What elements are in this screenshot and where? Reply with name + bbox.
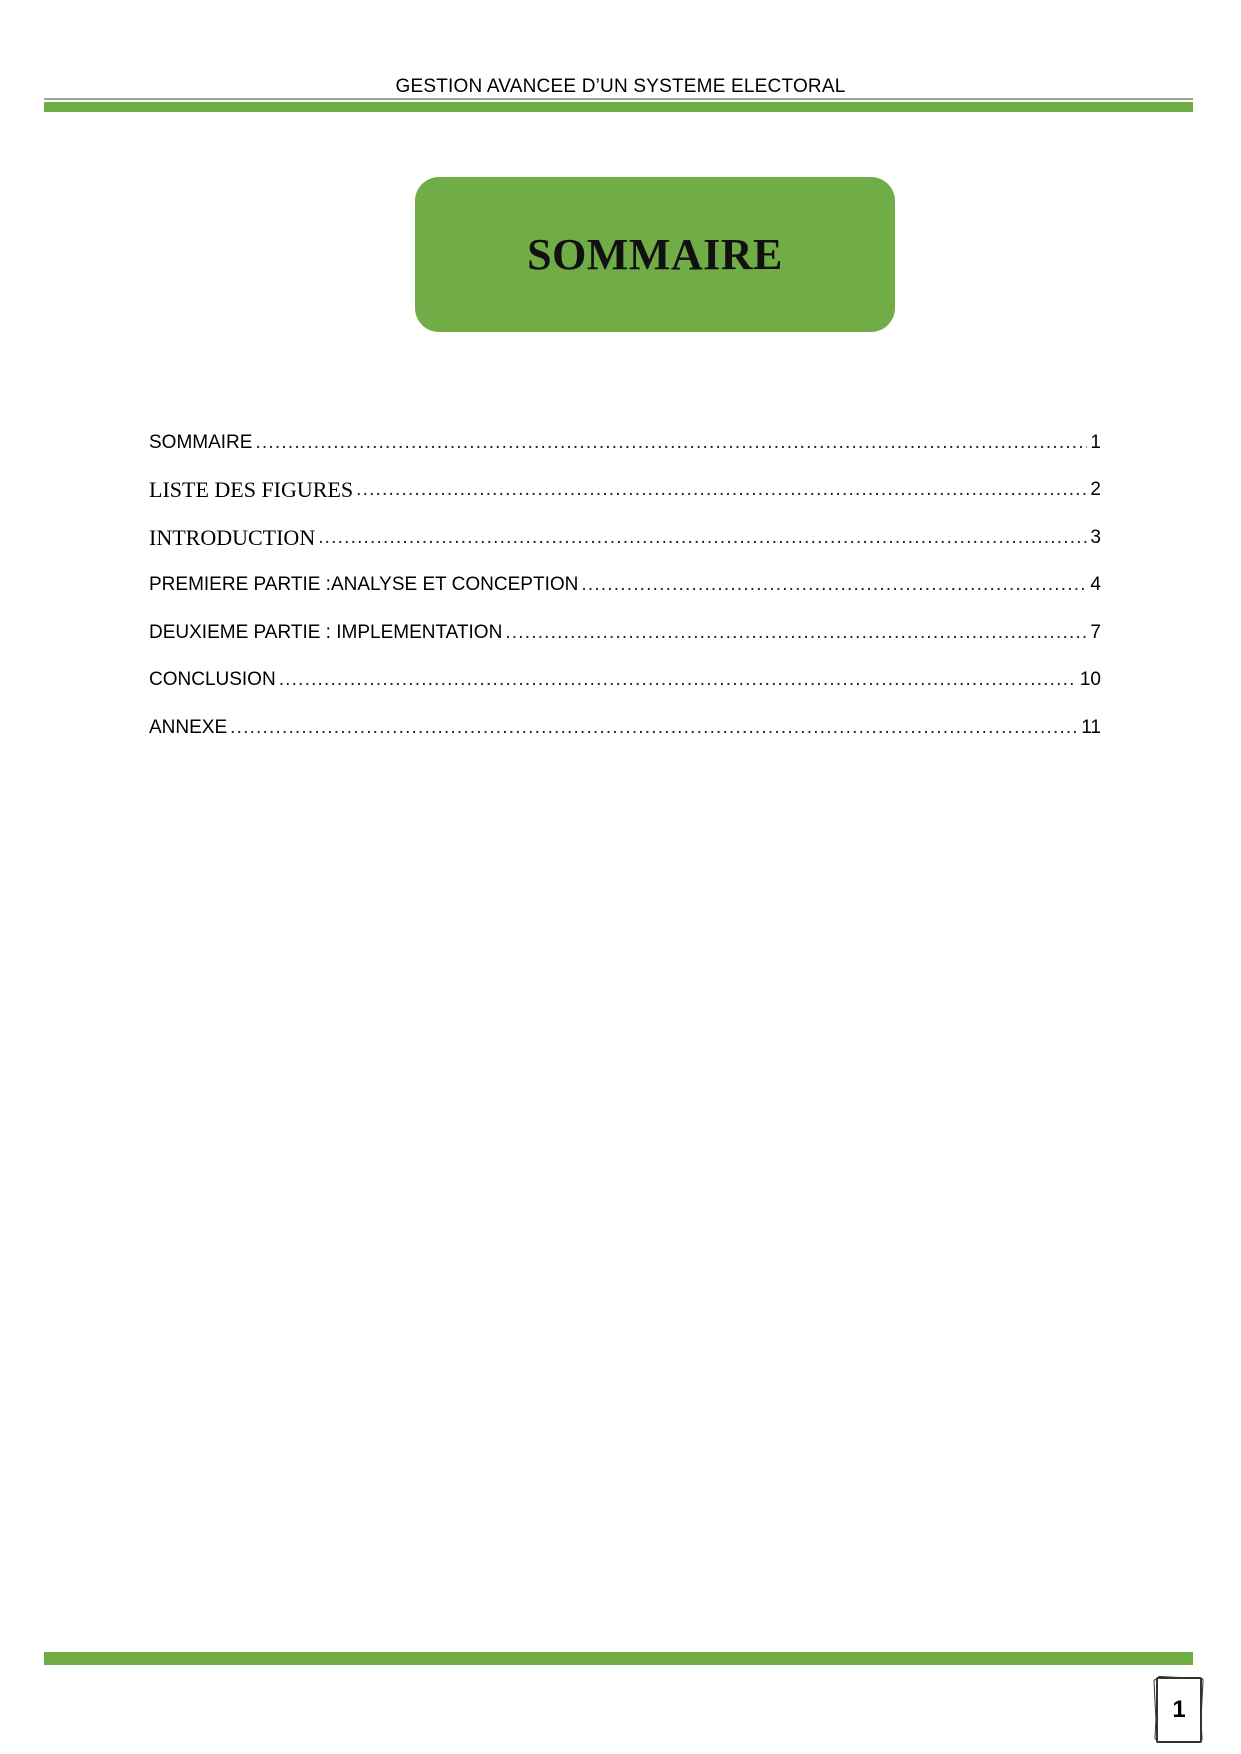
toc-entry-deuxieme-partie[interactable] — [149, 598, 1101, 646]
header-divider-band — [44, 102, 1193, 112]
toc-entry-label: INTRODUCTION — [149, 524, 316, 550]
toc-entry-label: CONCLUSION — [149, 669, 276, 690]
toc-dot-leader — [581, 572, 1087, 598]
running-header: GESTION AVANCEE D’UN SYSTEME ELECTORAL — [395, 76, 846, 97]
toc-dot-leader — [230, 715, 1078, 741]
page-number-badge — [1153, 1674, 1203, 1744]
toc-entry-page: 7 — [1090, 621, 1101, 643]
toc-entry-page: 4 — [1090, 574, 1101, 595]
page-title: SOMMAIRE — [527, 230, 783, 279]
header-divider-thin — [44, 98, 1193, 100]
toc-entry-page: 10 — [1079, 669, 1101, 690]
toc-entry-label: SOMMAIRE — [149, 431, 253, 453]
toc-entry-page: 11 — [1081, 716, 1101, 738]
footer-divider-band — [44, 1652, 1193, 1665]
toc-entry-label: LISTE DES FIGURES — [149, 477, 354, 502]
toc-entry-label: ANNEXE — [149, 716, 228, 738]
toc-entry-page: 1 — [1090, 431, 1101, 453]
table-of-contents — [149, 408, 1101, 741]
toc-entry-introduction[interactable] — [149, 503, 1101, 551]
toc-entry-premiere-partie[interactable] — [149, 551, 1101, 599]
toc-entry-annexe[interactable] — [149, 693, 1101, 741]
toc-entry-liste-des-figures[interactable] — [149, 456, 1101, 504]
toc-dot-leader — [356, 477, 1087, 503]
toc-entry-conclusion[interactable] — [149, 646, 1101, 694]
page-number: 1 — [1172, 1696, 1186, 1723]
page-number-card — [1156, 1677, 1202, 1743]
toc-entry-label: PREMIERE PARTIE :ANALYSE ET CONCEPTION — [149, 574, 579, 595]
toc-entry-page: 2 — [1090, 479, 1101, 500]
toc-dot-leader — [505, 620, 1087, 646]
toc-dot-leader — [279, 667, 1077, 693]
toc-entry-sommaire[interactable] — [149, 408, 1101, 456]
title-box — [415, 177, 895, 332]
toc-entry-label: DEUXIEME PARTIE : IMPLEMENTATION — [149, 621, 503, 643]
toc-dot-leader — [255, 430, 1087, 456]
toc-entry-page: 3 — [1090, 526, 1101, 548]
toc-dot-leader — [318, 525, 1087, 551]
